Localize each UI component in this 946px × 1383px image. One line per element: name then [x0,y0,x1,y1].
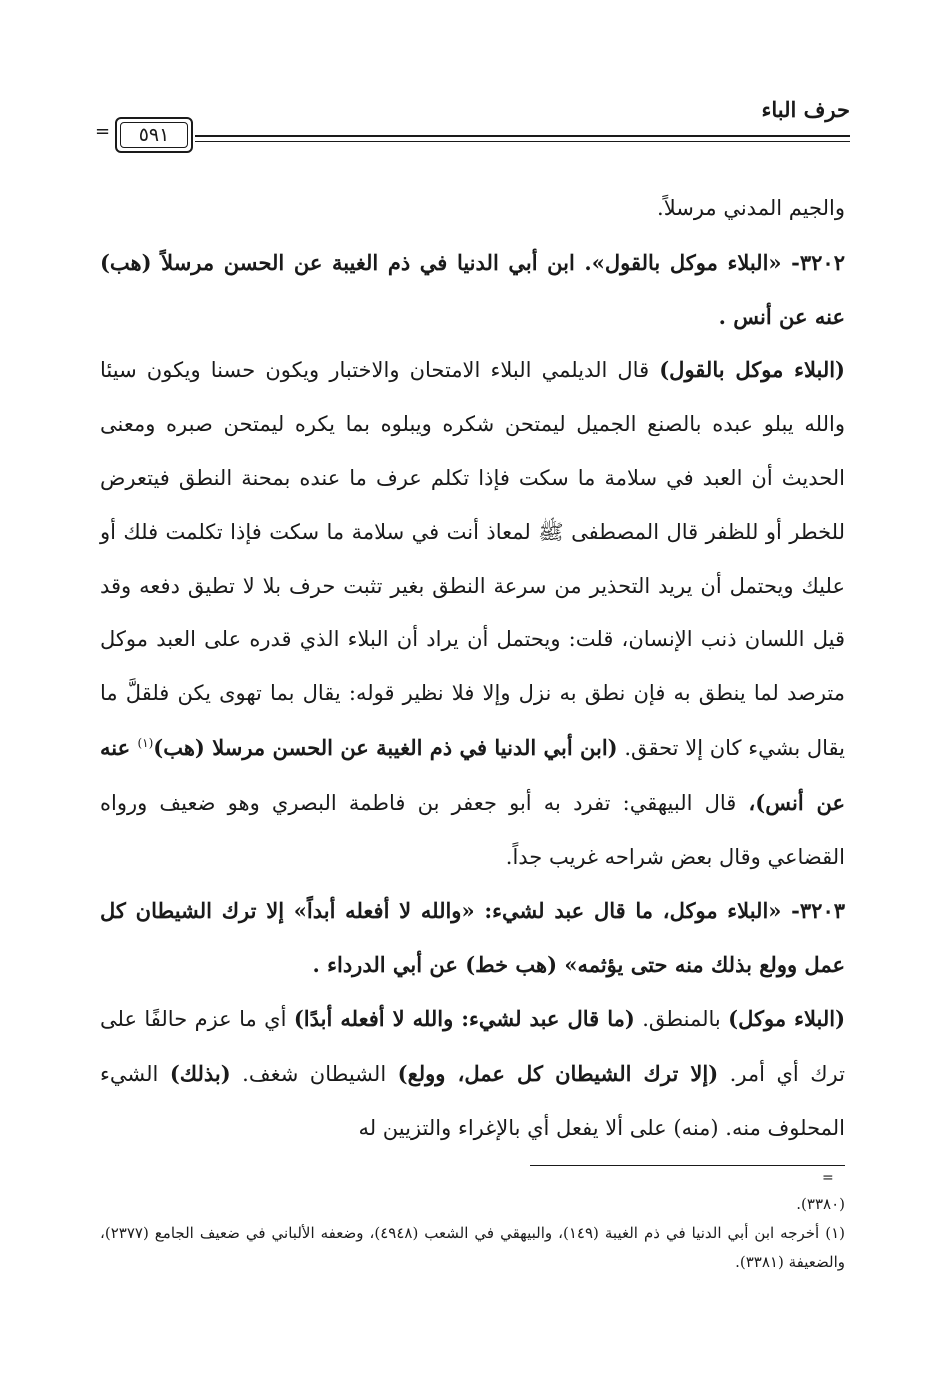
page-header [95,95,850,157]
footnote-continued: (٣٣٨٠). [796,1195,845,1213]
page-number: ٥٩١ [115,117,193,153]
hadith-text: «البلاء موكل بالقول». ابن أبي الدنيا في ذم الغيبة عن الحسن مرسلاً (هب) عنه عن أنس . [100,249,845,329]
continuation-mark: = [95,121,111,142]
footnote-ref[interactable]: (١) [137,735,154,750]
hadith-3202 [100,236,845,344]
main-text [100,182,845,1155]
footnote-rule [530,1165,845,1166]
commentary-3202: (البلاء موكل بالقول) قال الديلمي البلاء الامتحان والاختبار ويكون حسنا ويكون سيئا والله يبلو عبده بالصنع الجميل ليمتحن شكره ويبلوه بما يكره ليمتحن صبره ومعنى الحديث أن العبد في سلامة ما سكت فإذا تكلم عرف ما عنده بمحنة النطق فيتعرض للخطر أو للظفر قال المصطفى ﷺ لمعاذ أنت في سلامة ما سكت فإذا تكلمت فلك أو عليك ويحتمل أن يريد التحذير من سرعة النطق بغير تثبت حرف بلا لا تطيق دفعه وقد قيل اللسان ذنب الإنسان، قلت: ويحتمل أن يراد أن البلاء الذي قدره على العبد موكل مترصد لما ينطق به فإن نطق به نزل وإلا فلا نظير قوله: يقال بما تهوى يكن فلقلَّ ما يقال بشيء كان إلا تحقق. (ابن أبي الدنيا في ذم الغيبة عن الحسن مرسلا (هب)$^{(١)}$ عنه عن أنس)، قال البيهقي: تفرد به أبو جعفر بن فاطمة البصري وهو ضعيف ورواه القضاعي وقال بعض شراحه غريب جداً. [100,357,846,869]
hadith-3203 [100,884,845,992]
chapter-title: حرف الباء [761,97,850,122]
hadith-number: ٣٢٠٣- [791,898,846,924]
footnotes [100,1190,845,1277]
paragraph-continuation: والجيم المدني مرسلاً. [657,196,845,220]
footnote-1: (١) أخرجه ابن أبي الدنيا في ذم الغيبة (١٤٩)، والبيهقي في الشعب (٤٩٤٨)، وضعفه الألباني في ضعيف الجامع (٢٣٧٧)، والضعيفة (٣٣٨١). [100,1224,845,1271]
header-rule [195,135,850,142]
hadith-text: «البلاء موكل، ما قال عبد لشيء: «والله لا أفعله أبداً» إلا ترك الشيطان كل عمل وولع بذلك منه حتى يؤثمه» (هب خط) عن أبي الدرداء . [100,898,845,978]
hadith-number: ٣٢٠٢- [791,249,845,275]
commentary-3203: (البلاء موكل) بالمنطق. (ما قال عبد لشيء: والله لا أفعله أبدًا) أي ما عزم حالفًا على ترك أي أمر. (إلا ترك الشيطان كل عمل، وولع) الشيطان شغف. (بذلك) الشيء المحلوف منه. (منه) على ألا يفعل أي بالإغراء والتزيين له [100,1005,846,1140]
footnote-continuation-mark: = [822,1170,834,1186]
